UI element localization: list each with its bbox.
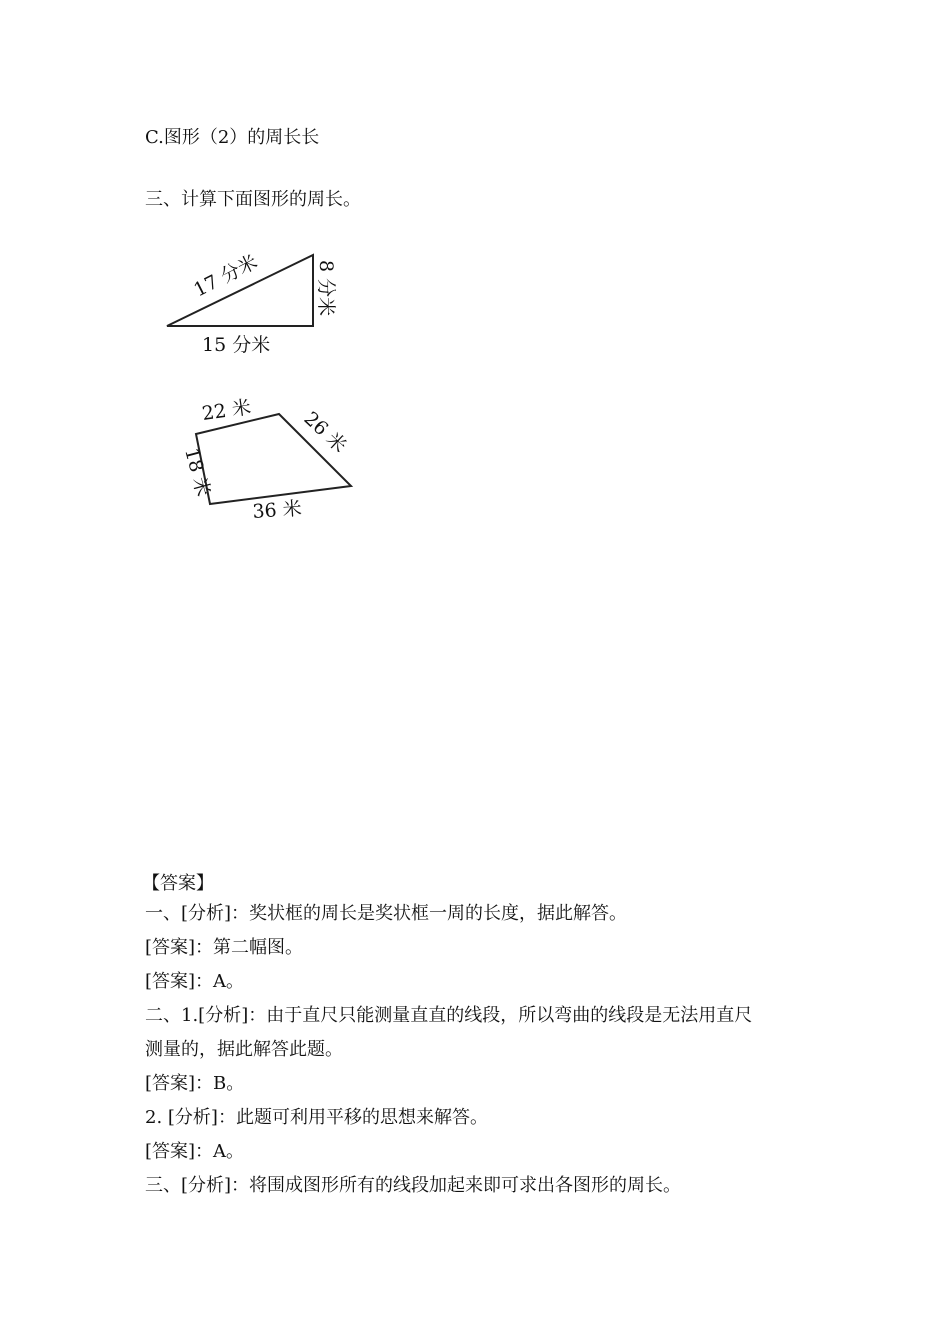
quad-right-label: 26 米: [299, 407, 351, 458]
answer-line: [答案]：B。: [145, 1073, 245, 1094]
answer-line: 二、1.[分析]：由于直尺只能测量直直的线段，所以弯曲的线段是无法用直尺: [145, 1005, 753, 1026]
quadrilateral-figure: [165, 390, 365, 525]
answer-line: 测量的，据此解答此题。: [145, 1039, 343, 1060]
answer-line: [答案]：A。: [145, 1141, 245, 1162]
answer-line: 一、[分析]：奖状框的周长是奖状框一周的长度，据此解答。: [145, 903, 628, 924]
triangle-vertical-label: 8 分米: [315, 260, 337, 317]
triangle-hypotenuse-label: 17 分米: [190, 250, 262, 302]
section3-prompt: [145, 188, 361, 212]
answer-line: 三、[分析]：将围成图形所有的线段加起来即可求出各图形的周长。: [145, 1175, 682, 1196]
answers-heading: 【答案】: [142, 873, 214, 894]
quad-top-label: 22 米: [200, 396, 253, 425]
triangle-base-label: 15 分米: [202, 334, 271, 356]
answer-line: 2. [分析]：此题可利用平移的思想来解答。: [145, 1107, 488, 1128]
section3-prompt-text: 三、计算下面图形的周长。: [145, 189, 361, 210]
option-c-text: C.图形（2）的周长长: [145, 127, 320, 148]
answer-line: [答案]：A。: [145, 971, 245, 992]
quad-bottom-label: 36 米: [251, 497, 303, 523]
answer-line: [答案]：第二幅图。: [145, 937, 304, 958]
triangle-figure: [150, 245, 350, 365]
quad-left-label: 18 米: [180, 445, 215, 499]
